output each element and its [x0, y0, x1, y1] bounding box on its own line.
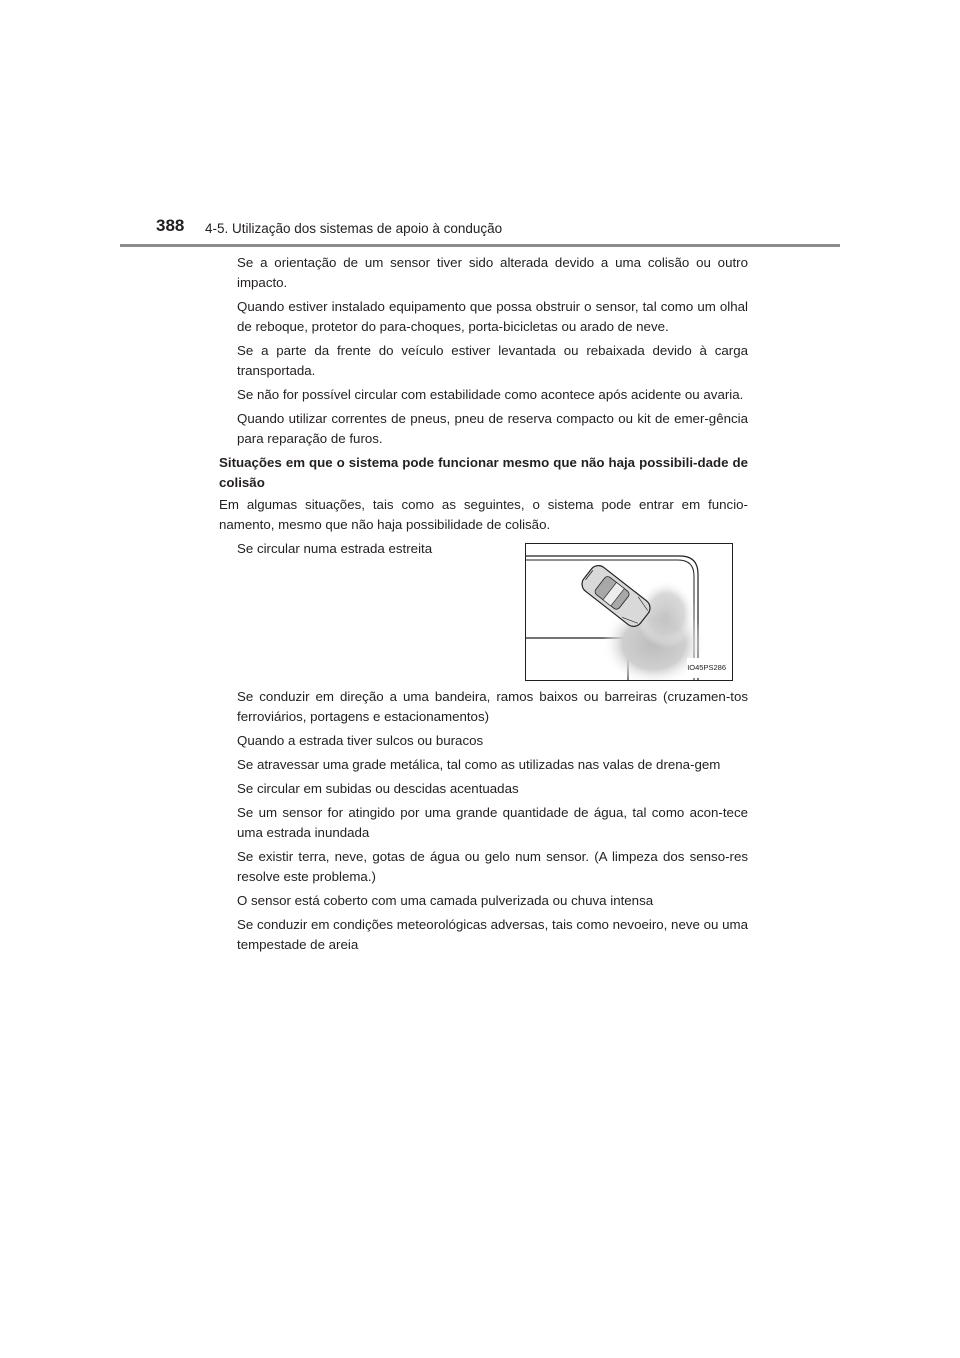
list-item: O sensor está coberto com uma camada pulverizada ou chuva intensa [237, 893, 654, 908]
list-item: Se um sensor for atingido por uma grande quantidade de água, tal como acon-tece uma estrada inundada [237, 805, 748, 840]
list-item: Quando utilizar correntes de pneus, pneu de reserva compacto ou kit de emer-gência para reparação de furos. [237, 411, 748, 446]
list-item: Quando estiver instalado equipamento que possa obstruir o sensor, tal como um olhal de reboque, protetor do para-choques, porta-bicicletas ou arado de neve. [237, 299, 748, 334]
section-heading: Situações em que o sistema pode funcionar mesmo que não haja possibili-dade de colisão [219, 455, 748, 490]
list-item: Se conduzir em direção a uma bandeira, ramos baixos ou barreiras (cruzamen-tos ferroviários, portagens e estacionamentos) [237, 689, 748, 724]
conditions-list [219, 253, 748, 449]
list-item: Se a parte da frente do veículo estiver levantada ou rebaixada devido à carga transportada. [237, 343, 748, 378]
page-content [219, 253, 748, 959]
list-item: Quando a estrada tiver sulcos ou buracos [237, 733, 484, 748]
section-intro: Em algumas situações, tais como as seguintes, o sistema pode entrar em funcio-namento, mesmo que não haja possibilidade de colisão. [219, 497, 748, 532]
list-item: Se conduzir em condições meteorológicas adversas, tais como nevoeiro, neve ou uma tempestade de areia [237, 917, 748, 952]
list-item: Se a orientação de um sensor tiver sido alterada devido a uma colisão ou outro impacto. [237, 255, 748, 290]
list-item: Se não for possível circular com estabilidade como acontece após acidente ou avaria. [237, 387, 744, 402]
page-number: 388 [156, 216, 185, 235]
section-title: 4-5. Utilização dos sistemas de apoio à condução [205, 221, 503, 236]
list-item: Se circular numa estrada estreita [237, 541, 433, 556]
figure-code: IO45PS286 [687, 658, 726, 678]
conditions-list-2 [219, 687, 748, 955]
list-item: Se existir terra, neve, gotas de água ou gelo num sensor. (A limpeza dos senso-res resolve este problema.) [237, 849, 748, 884]
figure-row [219, 539, 748, 679]
narrow-road-illustration [525, 543, 733, 681]
list-item: Se circular em subidas ou descidas acentuadas [237, 781, 519, 796]
header-divider [120, 244, 840, 247]
list-item: Se atravessar uma grade metálica, tal como as utilizadas nas valas de drena-gem [237, 757, 721, 772]
